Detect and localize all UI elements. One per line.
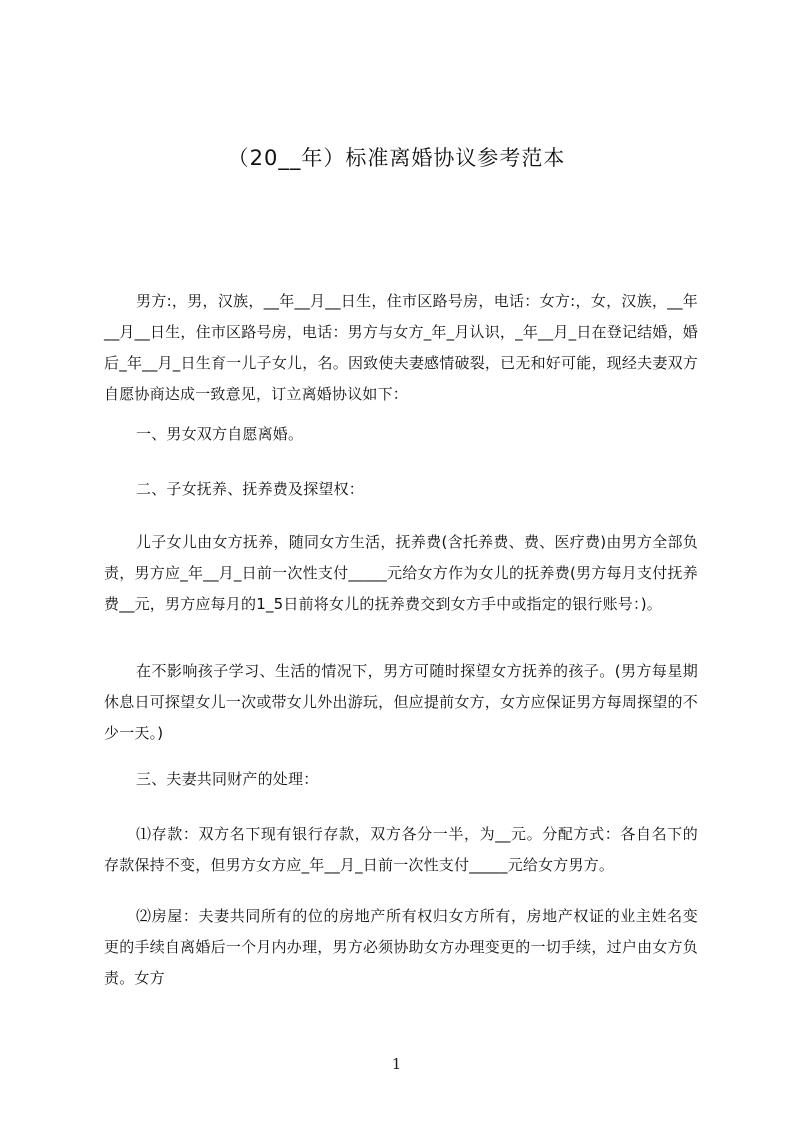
paragraph-parties: 男方:，男，汉族，__年__月__日生，住市区路号房，电话：女方:，女，汉族，__年__月__日生，住市区路号房，电话：男方与女方_年_月认识，_年__月_日在登记结婚，婚后_年__月_日生育一儿子女儿，名。因致使夫妻感情破裂，已无和好可能，现经夫妻双方自愿协商达成一致意见，订立离婚协议如下： [104, 292, 698, 403]
clause-1-heading: 一、男女双方自愿离婚。 [136, 425, 304, 443]
paragraph-deposits: ⑴存款：双方名下现有银行存款，双方各分一半，为__元。分配方式：各自名下的存款保持不变，但男方女方应_年__月_日前一次性支付_____元给女方男方。 [104, 825, 698, 874]
clause-3-heading: 三、夫妻共同财产的处理： [136, 770, 319, 788]
paragraph-house: ⑵房屋：夫妻共同所有的位的房地产所有权归女方所有，房地产权证的业主姓名变更的手续自离婚后一个月内办理，男方必须协助女方办理变更的一切手续，过户由女方负责。女方 [104, 907, 698, 987]
document-title: （20__年）标准离婚协议参考范本 [227, 146, 566, 170]
clause-2-heading: 二、子女抚养、抚养费及探望权： [136, 480, 365, 498]
page-number: 1 [391, 1055, 402, 1073]
paragraph-visitation: 在不影响孩子学习、生活的情况下，男方可随时探望女方抚养的孩子。(男方每星期休息日可探望女儿一次或带女儿外出游玩，但应提前女方，女方应保证男方每周探望的不少一天。) [104, 662, 698, 742]
paragraph-child-support: 儿子女儿由女方抚养，随同女方生活，抚养费(含托养费、费、医疗费)由男方全部负责，男方应_年__月_日前一次性支付_____元给女方作为女儿的抚养费(男方每月支付抚养费__元，男方应每月的1_5日前将女儿的抚养费交到女方手中或指定的银行账号：)。 [104, 533, 698, 613]
